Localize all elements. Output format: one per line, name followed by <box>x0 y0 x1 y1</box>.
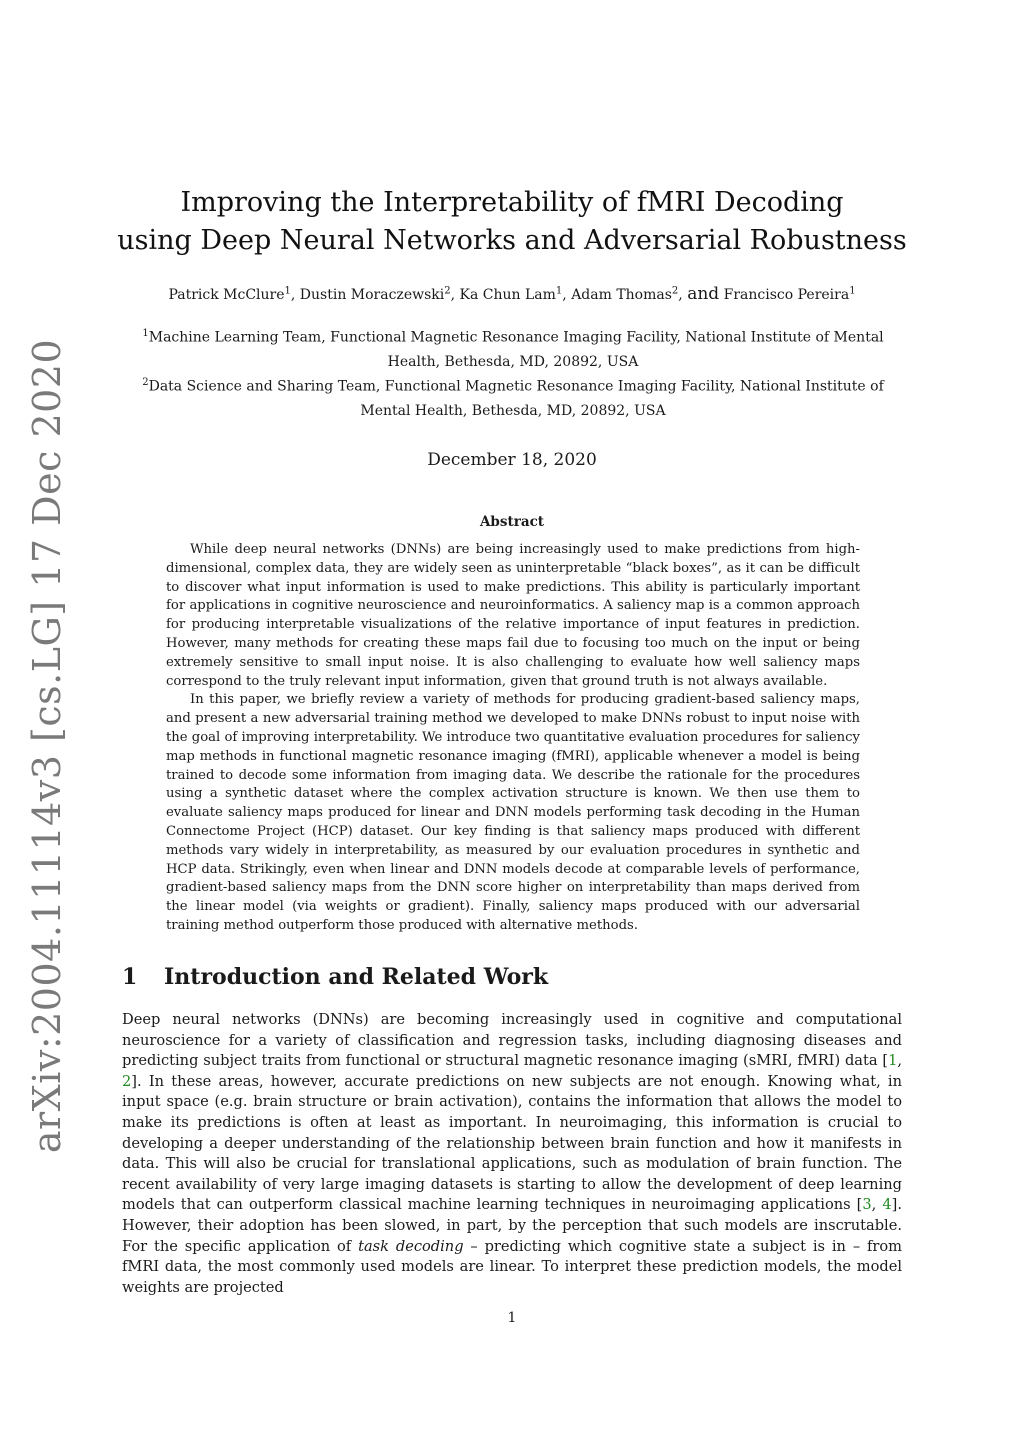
author: Dustin Moraczewski$^2$, <box>299 285 460 303</box>
author: Ka Chun Lam$^1$, <box>459 285 572 303</box>
affiliation-1: $^1$Machine Learning Team, Functional Magnetic Resonance Imaging Facility, National Institute of Mental Health, Bethesda, MD, 20892, USA <box>142 328 884 370</box>
citation-link[interactable]: 1 <box>888 1052 898 1070</box>
citation-link[interactable]: 4 <box>882 1196 892 1214</box>
body-paragraph: Deep neural networks (DNNs) are becoming increasingly used in cognitive and computational neuroscience for a variety of classification and regression tasks, including diagnosing diseases and predicting subject traits from functional or structural magnetic resonance imaging (sMRI, fMRI) data [1, 2]. In these areas, however, accurate predictions on new subjects are not enough. Knowing what, in input space (e.g. brain structure or brain activation), contains the information that allows the model to make its predictions is often at least as important. In neuroimaging, this information is crucial to developing a deeper understanding of the relationship between brain function and how it manifests in data. This will also be crucial for translational applications, such as modulation of brain function. The recent availability of very large imaging datasets is starting to allow the development of deep learning models that can outperform classical machine learning techniques in neuroimaging applications [3, 4]. However, their adoption has been slowed, in part, by the perception that such models are inscrutable. For the specific application of task decoding – predicting which cognitive state a subject is in – from fMRI data, the most commonly used models are linear. To interpret these prediction models, the model weights are projected <box>122 1011 902 1296</box>
abstract-paragraph: While deep neural networks (DNNs) are being increasingly used to make predictions from high-dimensional, complex data, they are widely seen as uninterpretable “black boxes”, as it can be difficult to discover what input information is used to make predictions. This ability is particularly important for applications in cognitive neuroscience and neuroinformatics. A saliency map is a common approach for producing interpretable visualizations of the relative importance of input features in prediction. However, many methods for creating these maps fail due to focusing too much on the input or being extremely sensitive to small input noise. It is also challenging to evaluate how well saliency maps correspond to the truly relevant input information, given that ground truth is not always available. <box>166 542 860 689</box>
abstract-body <box>166 541 860 936</box>
emphasized-term: task decoding <box>358 1237 464 1255</box>
affiliation-2: $^2$Data Science and Sharing Team, Functional Magnetic Resonance Imaging Facility, National Institute of Mental Health, Bethesda, MD, 20892, USA <box>142 377 884 419</box>
title-line-1: Improving the Interpretability of fMRI Decoding <box>180 187 844 218</box>
publication-date: December 18, 2020 <box>427 450 597 470</box>
abstract-paragraph: In this paper, we briefly review a variety of methods for producing gradient-based saliency maps, and present a new adversarial training method we developed to make DNNs robust to input noise with the goal of improving interpretability. We introduce two quantitative evaluation procedures for saliency map methods in functional magnetic resonance imaging (fMRI), applicable whenever a model is being trained to decode some information from imaging data. We describe the rationale for the procedures using a synthetic dataset where the complex activation structure is known. We then use them to evaluate saliency maps produced for linear and DNN models performing task decoding in the Human Connectome Project (HCP) dataset. Our key finding is that saliency maps produced with different methods vary widely in interpretability, as measured by our evaluation procedures in synthetic and HCP data. Strikingly, even when linear and DNN models decode at comparable levels of performance, gradient-based saliency maps from the DNN score higher on interpretability than maps derived from the linear model (via weights or gradient). Finally, saliency maps produced with our adversarial training method outperform those produced with alternative methods. <box>166 692 860 933</box>
title-line-2: using Deep Neural Networks and Adversarial Robustness <box>117 225 907 256</box>
paper-title <box>0 184 1024 260</box>
section-title: Introduction and Related Work <box>164 964 549 990</box>
page-number: 1 <box>507 1310 517 1326</box>
author: Adam Thomas$^2$, <box>571 285 688 303</box>
section-heading <box>122 964 548 990</box>
section-body <box>122 1010 902 1298</box>
abstract-heading: Abstract <box>479 514 545 530</box>
section-number: 1 <box>122 964 138 990</box>
arxiv-identifier-stamp: arXiv:2004.11114v3 [cs.LG] 17 Dec 2020 <box>25 338 69 1154</box>
author-list <box>0 284 1024 304</box>
author: Patrick McClure$^1$, <box>168 285 300 303</box>
citation-link[interactable]: 2 <box>122 1072 132 1090</box>
citation-link[interactable]: 3 <box>862 1196 872 1214</box>
author: Francisco Pereira$^1$ <box>723 285 856 303</box>
authors-conjunction: and <box>687 284 720 304</box>
